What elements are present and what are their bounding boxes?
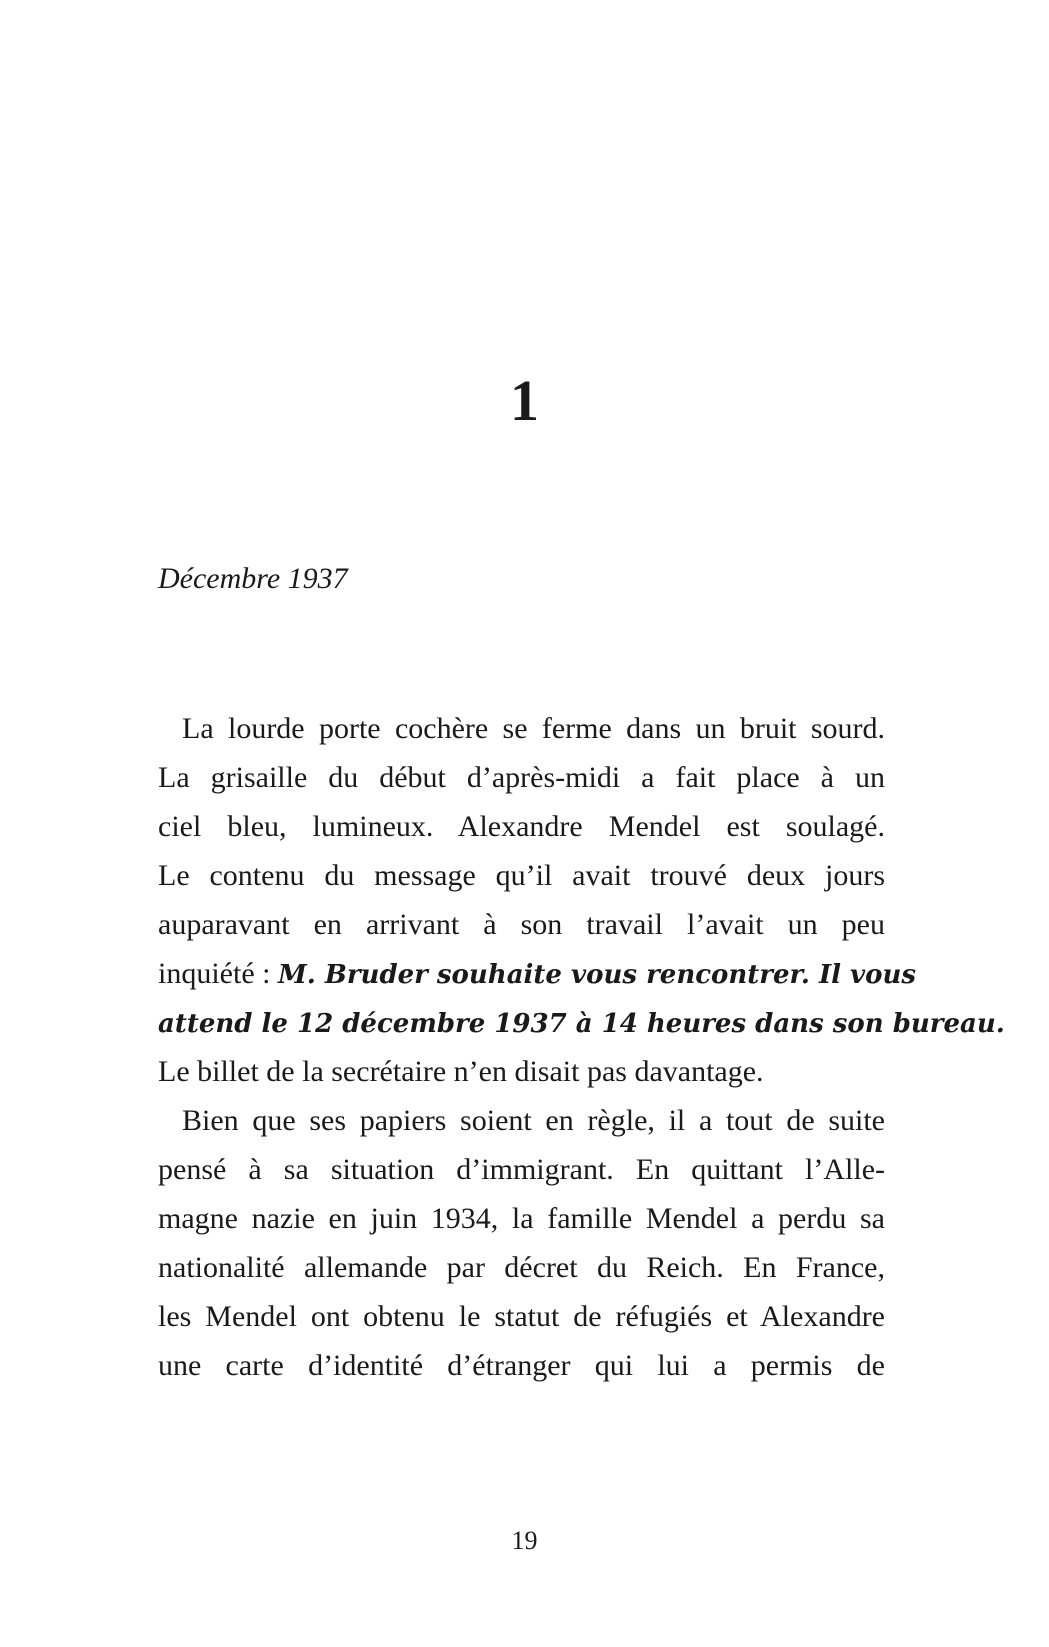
text-line: magne nazie en juin 1934, la famille Mendel a perdu sa [158,1202,885,1235]
text-line: La lourde porte cochère se ferme dans un bruit sourd. [182,712,885,745]
page-number: 19 [511,1526,538,1555]
text-line: Le contenu du message qu’il avait trouvé deux jours [158,859,885,892]
handwritten-message: M. Bruder souhaite vous rencontrer. Il vous [277,960,917,990]
handwritten-message: attend le 12 décembre 1937 à 14 heures dans son bureau. [158,1009,1005,1039]
text-fragment: inquiété : [158,957,271,990]
chapter-dateline: Décembre 1937 [158,562,348,595]
text-line: Bien que ses papiers soient en règle, il a tout de suite [182,1104,885,1137]
text-line-with-quote [158,949,917,998]
body-text [158,704,1005,1390]
handwritten-message-line [158,998,1005,1047]
text-line: Le billet de la secrétaire n’en disait pas davantage. [158,1055,764,1088]
text-line: pensé à sa situation d’immigrant. En quittant l’Alle- [158,1153,885,1186]
text-line: La grisaille du début d’après-midi a fait place à un [158,761,885,794]
text-line: une carte d’identité d’étranger qui lui a permis de [158,1349,885,1382]
chapter-number: 1 [510,368,539,433]
text-line: les Mendel ont obtenu le statut de réfugiés et Alexandre [158,1300,885,1333]
text-line: nationalité allemande par décret du Reich. En France, [158,1251,885,1284]
text-line: ciel bleu, lumineux. Alexandre Mendel est soulagé. [158,810,885,843]
text-line: auparavant en arrivant à son travail l’avait un peu [158,908,885,941]
